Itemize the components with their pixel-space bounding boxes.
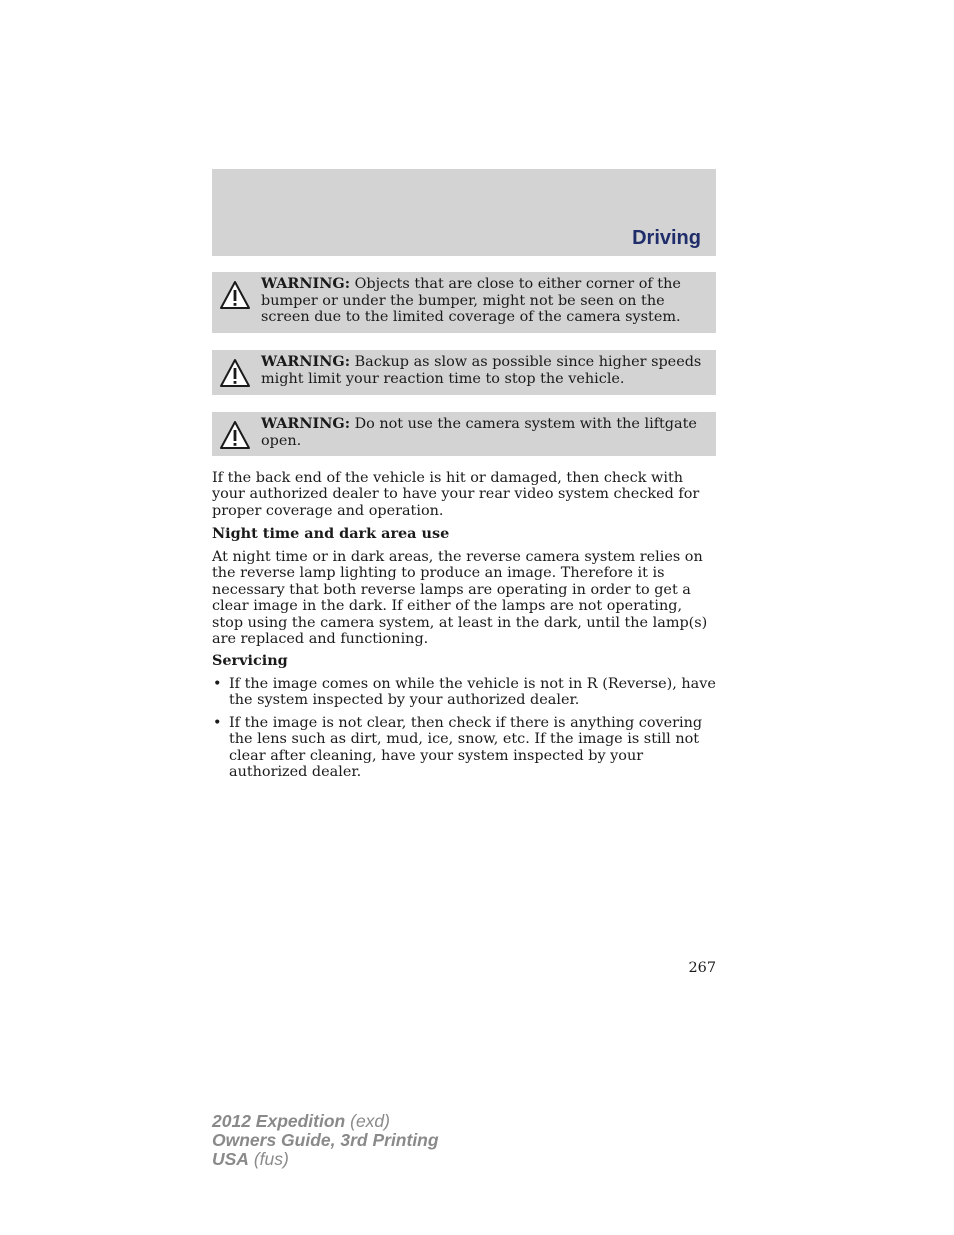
footer-guide: Owners Guide, 3rd Printing: [212, 1130, 439, 1150]
list-item: [212, 715, 717, 781]
warning-label: WARNING:: [261, 275, 351, 292]
paragraph-night-use: At night time or in dark areas, the reverse camera system relies on the reverse lamp lighting to produce an image. Therefore it is necessary that both reverse lamps are operating in order to get a clear image in the dark. If either of the lamps are not operating, stop using the camera system, at least in the dark, until the lamp(s) are replaced and functioning.: [212, 549, 708, 648]
footer-market: USA: [212, 1149, 249, 1169]
warning-label: WARNING:: [261, 415, 351, 432]
servicing-list: [212, 676, 717, 786]
warning-text: Objects that are close to either corner of the bumper or under the bumper, might not be seen on the screen due to the limited coverage of the camera system.: [261, 276, 681, 325]
warning-text: Backup as slow as possible since higher speeds might limit your reaction time to stop the vehicle.: [261, 354, 702, 387]
warning-text: Do not use the camera system with the liftgate open.: [261, 416, 697, 449]
warning-triangle-icon: [219, 420, 251, 450]
heading-servicing: Servicing: [212, 652, 288, 669]
bullet-marker: •: [213, 676, 222, 692]
document-footer: [212, 1112, 439, 1169]
warning-box: [212, 412, 716, 456]
footer-line-model: [212, 1112, 439, 1131]
footer-model-code: (exd): [345, 1111, 390, 1131]
list-item: [212, 676, 717, 709]
footer-market-code: (fus): [248, 1149, 289, 1169]
paragraph-damage: If the back end of the vehicle is hit or damaged, then check with your authorized dealer to have your rear video system checked for proper coverage and operation.: [212, 470, 700, 519]
section-header-band: [212, 169, 716, 256]
section-title: Driving: [632, 227, 701, 249]
footer-line-market: [212, 1150, 439, 1169]
warning-triangle-icon: [219, 280, 251, 310]
footer-line-guide: [212, 1131, 439, 1150]
bullet-marker: •: [213, 714, 222, 731]
list-item-text: If the image comes on while the vehicle is not in R (Reverse), have the system inspected by your authorized dealer.: [229, 676, 716, 709]
warning-label: WARNING:: [261, 353, 351, 370]
warning-triangle-icon: [219, 358, 251, 388]
list-item-text: If the image is not clear, then check if there is anything covering the lens such as dirt, mud, ice, snow, etc. If the image is still not clear after cleaning, have your system inspected by your authorized dealer.: [229, 714, 703, 781]
footer-model: 2012 Expedition: [212, 1111, 346, 1131]
warning-box: [212, 272, 716, 333]
warning-box: [212, 350, 716, 395]
page-number: 267: [688, 960, 716, 976]
heading-night-use: Night time and dark area use: [212, 525, 450, 542]
